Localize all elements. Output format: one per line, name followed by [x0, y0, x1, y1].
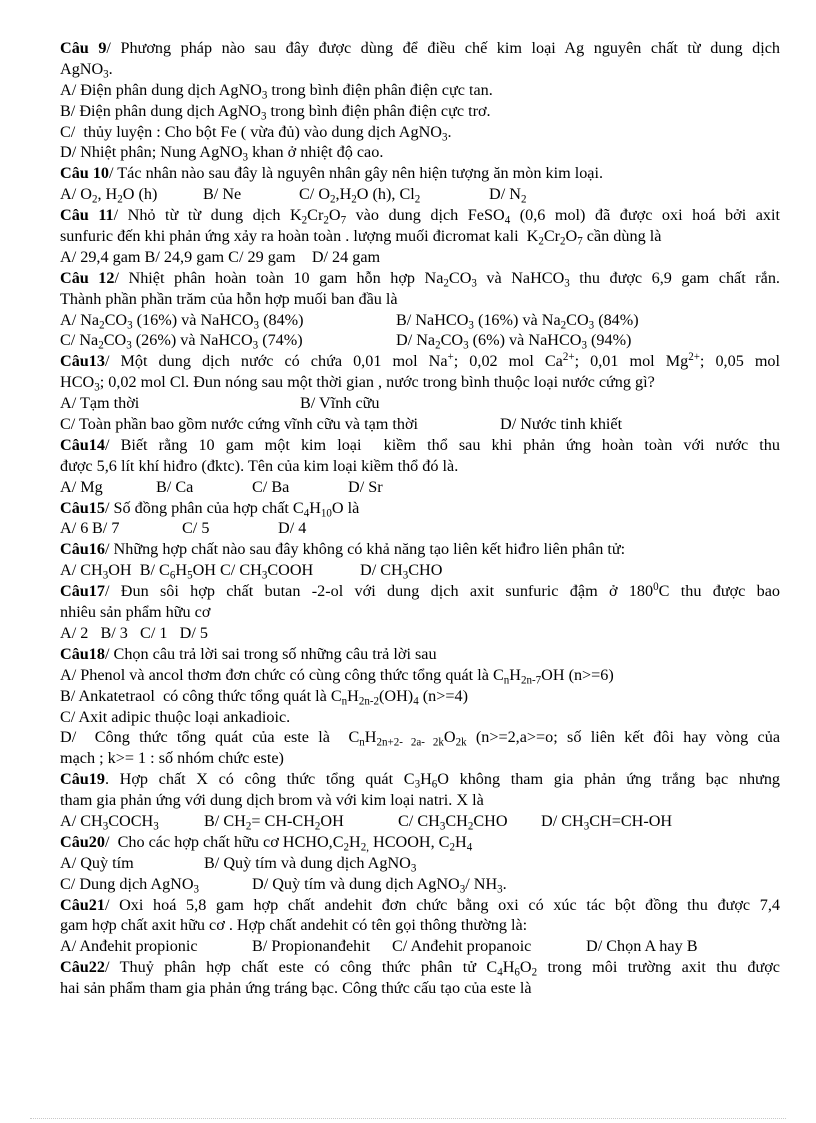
question-19	[60, 769, 780, 832]
question-number: Câu18	[60, 644, 105, 663]
question-stem: Câu16/ Những hợp chất nào sau đây không có khả năng tạo liên kết hiđro liên phân tử:	[60, 540, 626, 559]
question-number: Câu 11	[60, 206, 114, 225]
question-stem: Câu 12/ Nhiệt phân hoàn toàn 10 gam hỗn hợp $Na_2CO_3$ và NaHCO$_3$ thu được 6,9 gam chất rắn.	[60, 268, 780, 290]
question-16	[60, 539, 780, 581]
option-b: B/ Ankatetraol có công thức tổng quát là $C_nH_{2n-2}(OH)_4$ (n>=4)	[60, 686, 468, 707]
option-b: B/ Propionanđehit	[252, 937, 371, 956]
question-stem: hai sản phẩm tham gia phản ứng tráng bạc. Công thức cấu tạo của este là	[60, 979, 532, 998]
option-d: D/ Công thức tổng quát của este là $C_nH_{2n+2- 2a- 2k}O_{2k}$ (n>=2,a>=o; số liên kết đôi hay vòng của	[60, 728, 781, 749]
page-bottom-rule	[30, 1118, 786, 1119]
question-14	[60, 435, 780, 498]
question-9	[60, 38, 780, 163]
option-a: A/ 2	[60, 623, 89, 642]
question-stem: tham gia phản ứng với dung dịch brom và với kim loại natri. X là	[60, 791, 484, 810]
question-stem: Câu 11/ Nhỏ từ từ dung dịch $K_2Cr_2O_7$ vào dung dịch FeSO$_4$ (0,6 mol) đã được oxi hoá bởi axit	[60, 206, 781, 227]
options-row	[60, 811, 780, 832]
option-d: D/ 4	[278, 519, 307, 538]
option-b: B/ 24,9 gam	[144, 247, 225, 266]
option-d: D/ Nhiệt phân; Nung AgNO$_3$ khan ở nhiệt độ cao.	[60, 143, 384, 164]
option-c: C/ Ba	[252, 477, 290, 496]
option-b: B/ Vĩnh cữu	[300, 394, 380, 413]
question-number: Câu 10	[60, 164, 110, 183]
option-b: B/ Ne	[203, 185, 242, 204]
question-stem: Câu17/ Đun sôi hợp chất butan -2-ol với dung dịch axit sunfuric đậm ở $180^0C$ thu được bao	[60, 581, 781, 601]
option-b: B/ Ca	[156, 477, 194, 496]
question-stem: gam hợp chất axit hữu cơ . Hợp chất andehit có tên gọi thông thường là:	[60, 916, 528, 935]
question-number: Câu 12	[60, 268, 115, 287]
option-b: B/ 7	[92, 519, 120, 538]
question-17	[60, 581, 780, 644]
question-number: Câu 9	[60, 39, 107, 57]
option-a: A/ 29,4 gam	[60, 247, 141, 266]
options-row	[60, 393, 780, 414]
question-12	[60, 268, 780, 352]
option-b: B/ 3	[100, 623, 128, 642]
question-22	[60, 957, 780, 999]
options-row	[60, 518, 780, 539]
option-b: B/ Quỳ tím và dung dịch AgNO$_3$	[204, 853, 417, 875]
question-13	[60, 351, 780, 435]
question-stem: Câu22/ Thuỷ phân hợp chất este có công thức phân tử $C_4H_6O_2$ trong môi trường axit thu được	[60, 958, 780, 979]
options-row	[60, 330, 780, 351]
options-row	[60, 310, 780, 331]
options-row	[60, 936, 780, 957]
options-row	[60, 477, 780, 498]
question-21	[60, 895, 780, 958]
option-a: A/ Điện phân dung dịch AgNO$_3$ trong bình điện phân điện cực tan.	[60, 80, 493, 102]
question-stem: được 5,6 lít khí hiđro (đktc). Tên của kim loại kiềm thổ đó là.	[60, 456, 459, 475]
option-c: C/ $CH_3COOH$	[220, 561, 314, 582]
question-20	[60, 832, 780, 895]
option-a: A/ $Na_2CO_3$ (16%) và NaHCO$_3$ (84%)	[60, 310, 304, 331]
question-number: Câu21	[60, 895, 105, 914]
option-b: B/ $C_6H_5OH$	[139, 561, 216, 582]
option-d: D/ Nước tinh khiết	[500, 415, 623, 434]
option-a: A/ $CH_3COCH_3$	[60, 811, 159, 833]
option-d: D/ $CH_3CHO$	[360, 561, 443, 582]
option-c: C/ $O_2,H_2O$ (h), $Cl_2$	[299, 185, 421, 206]
option-d: D/ $CH_3CH=CH-OH$	[541, 811, 673, 833]
option-c: C/ Axit adipic thuộc loại ankadioic.	[60, 707, 291, 726]
option-a: A/ $CH_3OH$	[60, 561, 132, 582]
question-11	[60, 205, 780, 268]
question-stem: sunfuric đến khi phản ứng xảy ra hoàn toàn . lượng muối đicromat kali $K_2Cr_2O_7$ cần dùng là	[60, 227, 662, 248]
question-stem: $HCO_3$; 0,02 mol Cl. Đun nóng sau một thời gian , nước trong bình thuộc loại nước cứng gì?	[60, 373, 655, 394]
option-c: C/ 29 gam	[228, 247, 296, 266]
option-d: D/ Chọn A hay B	[586, 937, 698, 956]
option-c: C/ 1	[140, 623, 168, 642]
question-stem: nhiêu sản phẩm hữu cơ	[60, 603, 211, 622]
option-a: A/ Quỳ tím	[60, 853, 134, 872]
option-a: A/ $O_2$, $H_2O$ (h)	[60, 185, 158, 206]
option-c: C/ Dung dịch AgNO$_3$	[60, 874, 200, 895]
question-stem: Câu 9/ Phương pháp nào sau đây được dùng để điều chế kim loại Ag nguyên chất từ dung dịch	[60, 39, 780, 57]
question-stem: Câu 10/ Tác nhân nào sau đây là nguyên nhân gây nên hiện tượng ăn mòn kim loại.	[60, 164, 604, 183]
question-stem: Câu15/ Số đồng phân của hợp chất $C_4H_{10}O$ là	[60, 498, 360, 519]
question-number: Câu16	[60, 540, 105, 559]
option-b: B/ $CH_2= CH-CH_2OH$	[204, 811, 344, 833]
option-a: A/ 6	[60, 519, 89, 538]
question-number: Câu17	[60, 582, 105, 601]
options-row	[60, 184, 780, 205]
question-stem: Câu19. Hợp chất X có công thức tổng quát $C_3H_6O$ không tham gia phản ứng trắng bạc nhưng	[60, 770, 781, 791]
exam-page	[60, 38, 780, 999]
option-d: D/ $N_2$	[489, 185, 527, 206]
options-row	[60, 247, 780, 268]
option-a: A/ Mg	[60, 477, 103, 496]
question-number: Câu19	[60, 770, 105, 789]
option-c: C/ Toàn phần bao gồm nước cứng vĩnh cữu và tạm thời	[60, 415, 419, 434]
question-number: Câu20	[60, 832, 105, 851]
question-18	[60, 644, 780, 769]
option-c: C/ thủy luyện : Cho bột Fe ( vừa đủ) vào dung dịch AgNO$_3$.	[60, 122, 452, 143]
question-10	[60, 163, 780, 205]
question-stem: Câu13/ Một dung dịch nước có chứa 0,01 mol Na+; 0,02 mol $Ca^{2+}$; 0,01 mol $Mg^{2+}$; 0,05 mol	[60, 351, 780, 371]
options-row	[60, 414, 780, 435]
question-stem: Thành phần phần trăm của hỗn hợp muối ban đầu là	[60, 289, 398, 308]
question-stem: Câu14/ Biết rằng 10 gam một kim loại kiềm thổ sau khi phản ứng hoàn toàn với nước thu	[60, 435, 780, 454]
question-stem: Câu21/ Oxi hoá 5,8 gam hợp chất andehit đơn chức bằng oxi có xúc tác bột đồng thu được 7,4	[60, 895, 780, 914]
option-c: C/ 5	[182, 519, 210, 538]
options-row	[60, 560, 780, 581]
option-b: B/ NaHCO$_3$ (16%) và $Na_2CO_3$ (84%)	[396, 310, 639, 331]
question-stem: AgNO$_3$.	[60, 59, 113, 81]
question-15	[60, 498, 780, 540]
option-d: D/ Quỳ tím và dung dịch AgNO$_3$/ $NH_3$.	[252, 874, 507, 895]
options-row	[60, 874, 780, 895]
option-d: D/ 5	[179, 623, 208, 642]
option-a: A/ Tạm thời	[60, 394, 140, 413]
question-number: Câu22	[60, 958, 105, 977]
question-stem: Câu20/ Cho các hợp chất hữu cơ $HCHO,C_2H_{2,}$ HCOOH, $C_2H_4$	[60, 832, 473, 854]
option-a: A/ Anđehit propionic	[60, 937, 198, 956]
question-number: Câu13	[60, 352, 105, 371]
options-row	[60, 623, 780, 644]
option-b: B/ Điện phân dung dịch AgNO$_3$ trong bình điện phân điện cực trơ.	[60, 101, 491, 122]
option-d: D/ Sr	[348, 477, 383, 496]
option-a: A/ Phenol và ancol thơm đơn chức có cùng công thức tổng quát là $C_nH_{2n-7}OH$ (n>=6)	[60, 665, 614, 687]
question-stem: Câu18/ Chọn câu trả lời sai trong số những câu trả lời sau	[60, 644, 437, 663]
options-row	[60, 853, 780, 874]
question-number: Câu15	[60, 498, 105, 517]
option-d: D/ $Na_2CO_3$ (6%) và NaHCO$_3$ (94%)	[396, 331, 632, 352]
option-d: D/ 24 gam	[311, 247, 381, 266]
question-number: Câu14	[60, 435, 105, 454]
option-d-continued: mạch ; k>= 1 : số nhóm chức este)	[60, 749, 284, 768]
option-c: C/ $CH_3CH_2CHO$	[398, 811, 508, 833]
option-c: C/ $Na_2CO_3$ (26%) và NaHCO$_3$ (74%)	[60, 331, 303, 352]
option-c: C/ Anđehit propanoic	[392, 937, 532, 956]
